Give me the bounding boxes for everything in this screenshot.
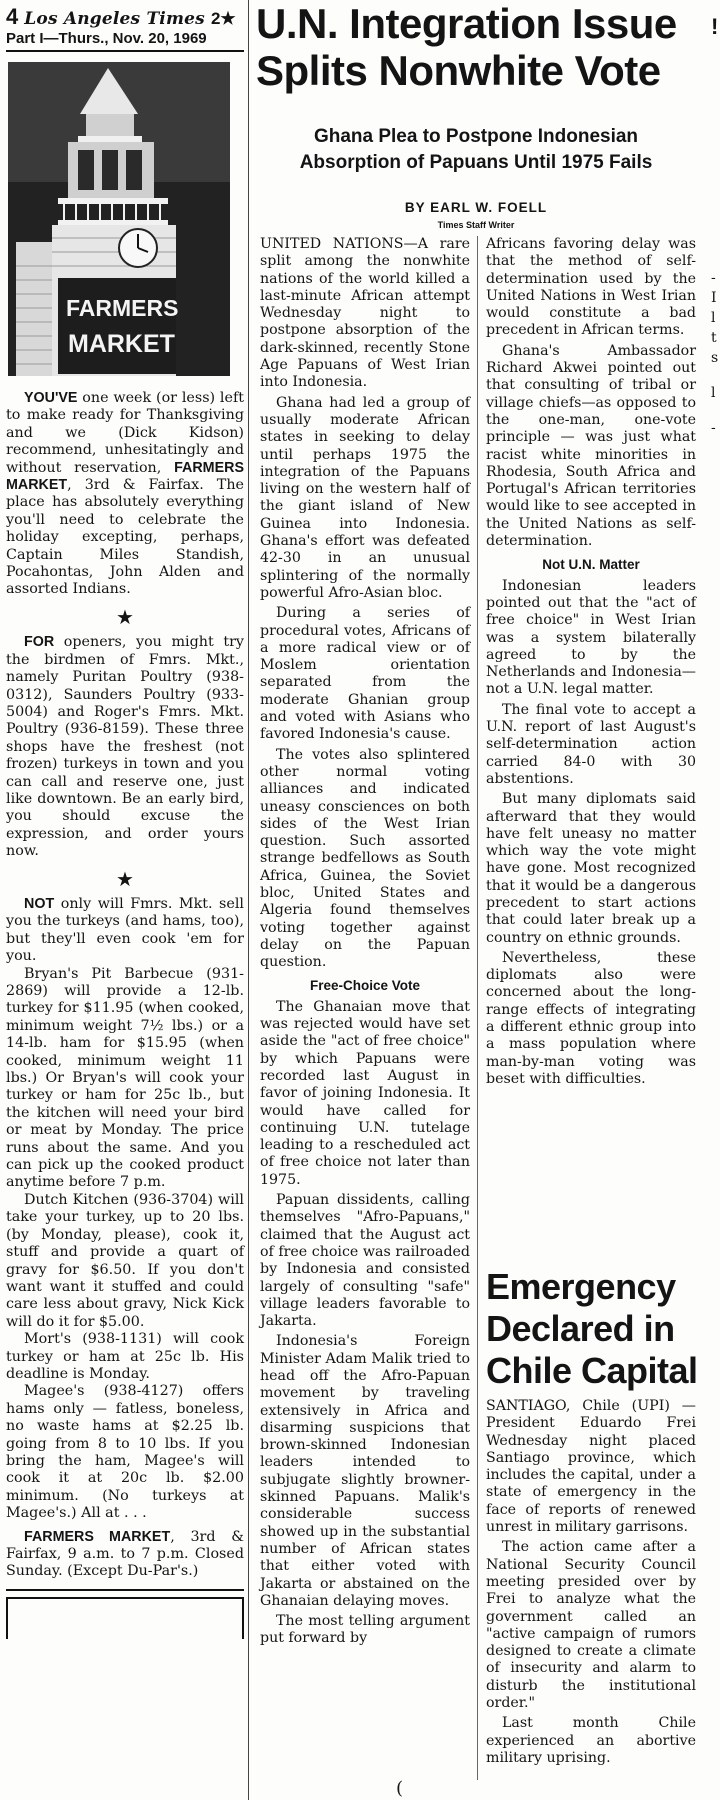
sign-text-market: MARKET (68, 330, 175, 358)
story-paragraph: The action came after a National Security Council meeting presided over by Frei to analyze what the government called an "active campaign of rumors designed to create a climate of insecurity and alarm to disturb the institutional order." (486, 1539, 696, 1712)
story-paragraph: Nevertheless, these diplomats also were concerned about the long-range effects of integrating a different ethnic group into a mass population where man-by-man voting was beset with difficulties. (486, 949, 696, 1087)
column-rule (248, 0, 249, 1800)
story-paragraph: Indonesian leaders pointed out that the "act of free choice" in West Irian was a system bilaterally agreed to by the Netherlands and Indonesia—not a U.N. legal matter. (486, 577, 696, 698)
paper-name: Los Angeles Times (24, 9, 205, 29)
farmers-market-text (6, 390, 244, 1581)
story-paragraph: The Ghanaian move that was rejected would have set aside the "act of free choice" by which Papuans were recorded last August in favor of joining Indonesia. It would have called for continuing U.N. tutelage leading to a rescheduled act of free choice not later than 1975. (260, 998, 470, 1188)
story-paragraph: SANTIAGO, Chile (UPI) —President Eduardo Frei Wednesday night placed Santiago province, which includes the capital, under a state of emergency in the face of reports of renewed unrest in military garrisons. (486, 1398, 696, 1536)
folio (6, 4, 244, 47)
ad-paragraph: YOU'VE one week (or less) left to make ready for Thanksgiving and we (Dick Kidson) recommend, unhesitatingly and without reservation, FARMERS MARKET, 3rd & Fairfax. The place has absolutely everything you'll need to celebrate the holiday excepting, perhaps, Captain Miles Standish, Pocahontas, John Alden and assorted Indians. (6, 390, 244, 598)
ad-paragraph: Bryan's Pit Barbecue (931-2869) will provide a 12-lb. turkey for $11.95 (when cooked, minimum weight 7½ lbs.) or a 14-lb. ham for $15.95 (when cooked, minimum weight 11 lbs.) Or Bryan's will cook your turkey or ham for 25c lb., but the kitchen will need your bird or meat by Monday. The price runs about the same. And you can pick up the cooked product anytime before 7 p.m. (6, 965, 244, 1191)
story-paragraph: Papuan dissidents, calling themselves "Afro-Papuans," claimed that the August act of free choice was railroaded by Indonesia and consisted largely of consulting "safe" village leaders favorable to Jakarta. (260, 1192, 470, 1330)
story-paragraph: Last month Chile experienced an abortive military uprising. (486, 1715, 696, 1766)
main-deck: Ghana Plea to Postpone Indonesian Absorption of Papuans Until 1975 Fails (299, 126, 653, 173)
chile-story (486, 1398, 696, 1770)
ad-bottom-rule (6, 1589, 244, 1591)
story-paragraph: Ghana had led a group of usually moderate African states in seeking to delay until perhaps 1975 the integration of the Papuans living on the western half of the giant island of New Guinea into Indonesia. Ghana's effort was defeated 42-30 in an unusual splintering of the normally powerful Afro-Asian bloc. (260, 394, 470, 601)
story-paragraph: Indonesia's Foreign Minister Adam Malik tried to head off the Afro-Papuan movement by traveling extensively in Africa and disarming suspicions that brown-skinned Indonesian leaders intended to subjugate slightly browner-skinned Papuans. Malik's considerable success showed up in the substantial number of African states that either voted with Jakarta or abstained on the Ghanaian delaying moves. (260, 1333, 470, 1609)
story-paragraph: The most telling argument put forward by (260, 1613, 470, 1647)
star-divider: ★ (116, 866, 134, 891)
byline-credit: Times Staff Writer (437, 220, 515, 230)
ad-paragraph: Magee's (938-4127) offers hams only — fatless, boneless, no waste hams at $2.25 lb. going from 8 to 10 lbs. If you bring the ham, Magee's will cook it at 20c lb. $2.00 minimum. (No turkeys at Magee's.) All at . . . (6, 1383, 244, 1522)
byline: BY EARL W. FOELL (404, 200, 548, 215)
star-divider: ★ (116, 604, 134, 629)
ad-paragraph: NOT only will Fmrs. Mkt. sell you the turkeys (and hams, too), but they'll even cook 'em for you. (6, 895, 244, 965)
story-paragraph: The final vote to accept a U.N. report of last August's self-determination action carried 84-0 with 30 abstentions. (486, 701, 696, 787)
subhead-free-choice: Free-Choice Vote (309, 978, 421, 994)
chile-headline: Emergency Declared in Chile Capital (486, 1266, 698, 1391)
ad-paragraph: Mort's (938-1131) will cook turkey or ham at 25c lb. His deadline is Monday. (6, 1331, 244, 1382)
story-paragraph: Africans favoring delay was that the method of self-determination used by the United Nations in West Irian would constitute a bad precedent in African terms. (486, 236, 696, 339)
clock-tower-illustration (8, 62, 230, 376)
farmers-market-column (6, 56, 244, 1639)
edition-mark: 2★ (210, 9, 236, 28)
story-column-b (486, 236, 696, 1091)
story-paragraph: Ghana's Ambassador Richard Akwei pointed out that consulting of tribal or village chiefs—as opposed to the one-man, one-vote principle — was just what racist white minorities in Rhodesia, South Africa and Portugal's African territories would like to see accepted in the United Nations as self-determination. (486, 342, 696, 550)
clock-tower-photo (8, 62, 230, 376)
story-paragraph: During a series of procedural votes, Africans of a more radical view or of Moslem orientation separated from the moderate Ghanian group and voted with Asians who favored Indonesia's cause. (260, 605, 470, 743)
ad-paragraph: Dutch Kitchen (936-3704) will take your turkey, up to 20 lbs. (by Monday, please), cook it, stuff and provide a quart of gravy for $6.50. If you don't want want it stuffed and could care less about gravy, Nick Kick will do it for $5.00. (6, 1191, 244, 1330)
story-paragraph: The votes also splintered other normal voting alliances and indicated uneasy consciences on both sides of the West Irian question. Such assorted strange bedfellows as South Africa, Guinea, the Soviet bloc, United States and Algeria found themselves voting together against delay on the Papuan question. (260, 746, 470, 971)
adjacent-column-fragment: ! - I l t s l - (711, 14, 719, 436)
story-paragraph: UNITED NATIONS—A rare split among the nonwhite nations of the world killed a last-minute African attempt Wednesday night to postpone absorption of the dark-skinned, recently Stone Age Papuans of West Irian into Indonesia. (260, 236, 470, 391)
story-column-a (260, 236, 470, 1651)
story-paragraph: But many diplomats said afterward that they would have felt uneasy no matter which way the vote might have gone. Most recognized that it would be a dangerous precedent to start actions that could later break up a country on ethnic grounds. (486, 791, 696, 946)
ad-closing: FARMERS MARKET, 3rd & Fairfax, 9 a.m. to 7 p.m. Closed Sunday. (Except Du-Par's.) (6, 1528, 244, 1580)
ad-paragraph: FOR openers, you might try the birdmen of Fmrs. Mkt., namely Puritan Poultry (938-0312), Saunders Poultry (933-5004) and Roger's Fmrs. Mkt. Poultry (936-8159). These three shops have the freshest (not frozen) turkeys in town and you can call and reserve one, just like downtown. Be an early bird, you should excuse the expression, and order yours now. (6, 634, 244, 860)
subhead-not-un-matter: Not U.N. Matter (542, 557, 640, 573)
sign-text-farmers: FARMERS (66, 295, 179, 321)
main-headline: U.N. Integration Issue Splits Nonwhite Vote (256, 0, 677, 94)
column-rule (477, 236, 478, 1780)
next-ad-box (6, 1597, 244, 1639)
page-number: 4 (6, 4, 19, 29)
bottom-fragment: ( (396, 1778, 404, 1799)
folio-rule (6, 50, 244, 52)
section-date: Part I—Thurs., Nov. 20, 1969 (6, 30, 207, 47)
